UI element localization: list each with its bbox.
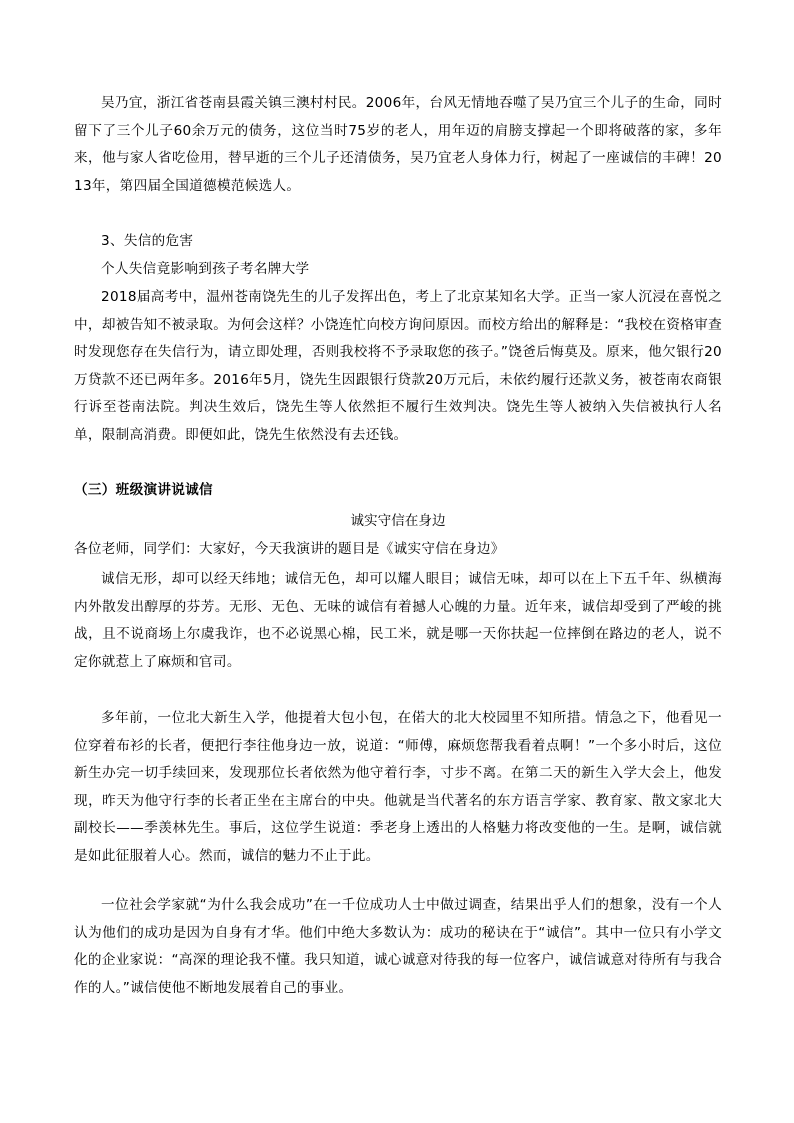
paragraph-honesty-intro: 诚信无形，却可以经天纬地；诚信无色，却可以耀人眼目；诚信无味，却可以在上下五千年、纵横海内外散发出醇厚的芬芳。无形、无色、无味的诚信有着撼人心魄的力量。近年来，诚信却受到了严峻的挑战，且不说商场上尔虞我诈，也不必说黑心棉，民工米，就是哪一天你扶起一位摔倒在路边的老人，说不定你就惹上了麻烦和官司。 xyxy=(74,571,722,670)
paragraph-sociologist: 一位社会学家就“为什么我会成功”在一千位成功人士中做过调查，结果出乎人们的想象，没有一个人认为他们的成功是因为自身有才华。他们中绝大多数认为：成功的秘诀在于“诚信”。其中一位只有小学文化的企业家说：“高深的理论我不懂。我只知道，诚心诚意对待我的每一位客户，诚信诚意对待所有与我合作的人。”诚信使他不断地发展着自己的事业。 xyxy=(74,897,722,996)
speech-greeting: 各位老师，同学们：大家好，今天我演讲的题目是《诚实守信在身边》 xyxy=(74,541,505,557)
paragraph-rao-story: 2018届高考中，温州苍南饶先生的儿子发挥出色，考上了北京某知名大学。正当一家人沉浸在喜悦之中，却被告知不被录取。为何会这样？小饶连忙向校方询问原因。而校方给出的解释是：“我校在资格审查时发现您存在失信行为，请立即处理，否则我校将不予录取您的孩子。”饶爸后悔莫及。原来，他欠银行20万贷款不还已两年多。2016年5月，饶先生因跟银行贷款20万元后，未依约履行还款义务，被苍南农商银行诉至苍南法院。判决生效后，饶先生等人依然拒不履行生效判决。饶先生等人被纳入失信被执行人名单，限制高消费。即便如此，饶先生依然没有去还钱。 xyxy=(74,289,722,443)
speech-title: 诚实守信在身边 xyxy=(350,513,446,529)
paragraph-ji-xianlin: 多年前，一位北大新生入学，他提着大包小包，在偌大的北大校园里不知所措。情急之下，他看见一位穿着布衫的长者，便把行李往他身边一放，说道：“师傅，麻烦您帮我看着点啊！”一个多小时后，这位新生办完一切手续回来，发现那位长者依然为他守着行李，寸步不离。在第二天的新生入学大会上，他发现，昨天为他守行李的长者正坐在主席台的中央。他就是当代著名的东方语言学家、教育家、散文家北大副校长——季羡林先生。事后，这位学生说道：季老身上透出的人格魅力将改变他的一生。是啊，诚信就是如此征服着人心。然而，诚信的魅力不止于此。 xyxy=(74,710,722,864)
paragraph-wu-naiyi: 吴乃宜，浙江省苍南县霞关镇三澳村村民。2006年，台风无情地吞噬了吴乃宜三个儿子的生命，同时留下了三个儿子60余万元的债务，这位当时75岁的老人，用年迈的肩膀支撑起一个即将破落的家，多年来，他与家人省吃俭用，替早逝的三个儿子还清债务，吴乃宜老人身体力行，树起了一座诚信的丰碑！2013年，第四届全国道德模范候选人。 xyxy=(74,95,722,194)
section-heading-3: 3、失信的危害 xyxy=(101,233,194,249)
section-heading-class-speech: （三）班级演讲说诚信 xyxy=(74,482,213,498)
subheading-dishonesty-impact: 个人失信竟影响到孩子考名牌大学 xyxy=(101,261,310,277)
